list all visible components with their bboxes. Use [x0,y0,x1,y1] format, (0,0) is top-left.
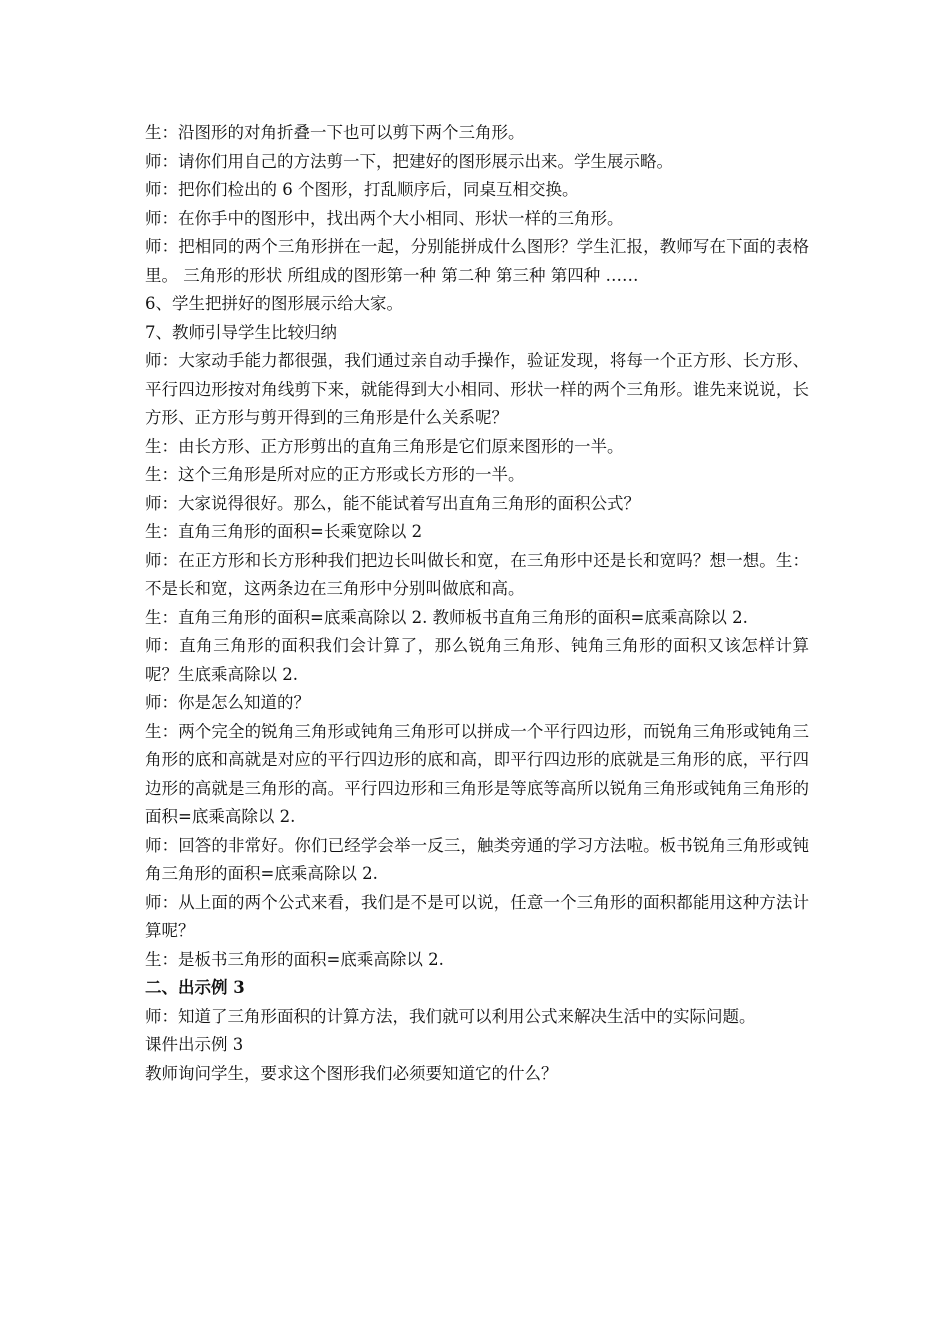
paragraph: 生：这个三角形是所对应的正方形或长方形的一半。 [145,465,525,484]
paragraph: 师：把相同的两个三角形拼在一起，分别能拼成什么图形？学生汇报，教师写在下面的表格里。 三角形的形状 所组成的图形第一种 第二种 第三种 第四种 …… [145,237,809,285]
paragraph: 生：是板书三角形的面积=底乘高除以 2. [145,949,444,969]
paragraph: 生：直角三角形的面积=长乘宽除以 2 [145,522,423,541]
paragraph: 师：在正方形和长方形种我们把边长叫做长和宽，在三角形中还是长和宽吗？想一想。生：不是长和宽，这两条边在三角形中分别叫做底和高。 [145,550,809,598]
paragraph: 教师询问学生，要求这个图形我们必须要知道它的什么？ [145,1063,558,1083]
paragraph: 师：直角三角形的面积我们会计算了，那么锐角三角形、钝角三角形的面积又该怎样计算呢？生底乘高除以 2. [145,636,809,684]
paragraph: 师：把你们检出的 6 个图形，打乱顺序后，同桌互相交换。 [145,180,579,199]
paragraph: 师：你是怎么知道的？ [145,693,310,712]
section-heading: 二、出示例 3 [145,978,245,997]
paragraph: 师：回答的非常好。你们已经学会举一反三，触类旁通的学习方法啦。板书锐角三角形或钝角三角形的面积=底乘高除以 2. [145,835,809,883]
document-body [145,119,809,1088]
paragraph: 师：在你手中的图形中，找出两个大小相同、形状一样的三角形。 [145,208,624,228]
paragraph: 生：由长方形、正方形剪出的直角三角形是它们原来图形的一半。 [145,436,624,456]
paragraph: 师：大家动手能力都很强，我们通过亲自动手操作，验证发现，将每一个正方形、长方形、平行四边形按对角线剪下来，就能得到大小相同、形状一样的两个三角形。谁先来说说，长方形、正方形与剪开得到的三角形是什么关系呢？ [145,351,809,427]
paragraph: 生：两个完全的锐角三角形或钝角三角形可以拼成一个平行四边形，而锐角三角形或钝角三角形的底和高就是对应的平行四边形的底和高，即平行四边形的底就是三角形的底，平行四边形的高就是三角形的高。平行四边形和三角形是等底等高所以锐角三角形或钝角三角形的面积=底乘高除以 2. [145,721,809,826]
paragraph: 生：直角三角形的面积=底乘高除以 2. 教师板书直角三角形的面积=底乘高除以 2. [145,607,748,627]
paragraph: 6、学生把拼好的图形展示给大家。 [145,294,403,313]
paragraph: 课件出示例 3 [145,1035,244,1054]
paragraph: 师：请你们用自己的方法剪一下，把建好的图形展示出来。学生展示略。 [145,151,673,171]
paragraph: 师：从上面的两个公式来看，我们是不是可以说，任意一个三角形的面积都能用这种方法计算呢？ [145,892,809,940]
paragraph: 生：沿图形的对角折叠一下也可以剪下两个三角形。 [145,123,525,142]
paragraph: 7、教师引导学生比较归纳 [145,322,337,342]
paragraph: 师：大家说得很好。那么，能不能试着写出直角三角形的面积公式？ [145,493,640,513]
paragraph: 师：知道了三角形面积的计算方法，我们就可以利用公式来解决生活中的实际问题。 [145,1006,756,1026]
